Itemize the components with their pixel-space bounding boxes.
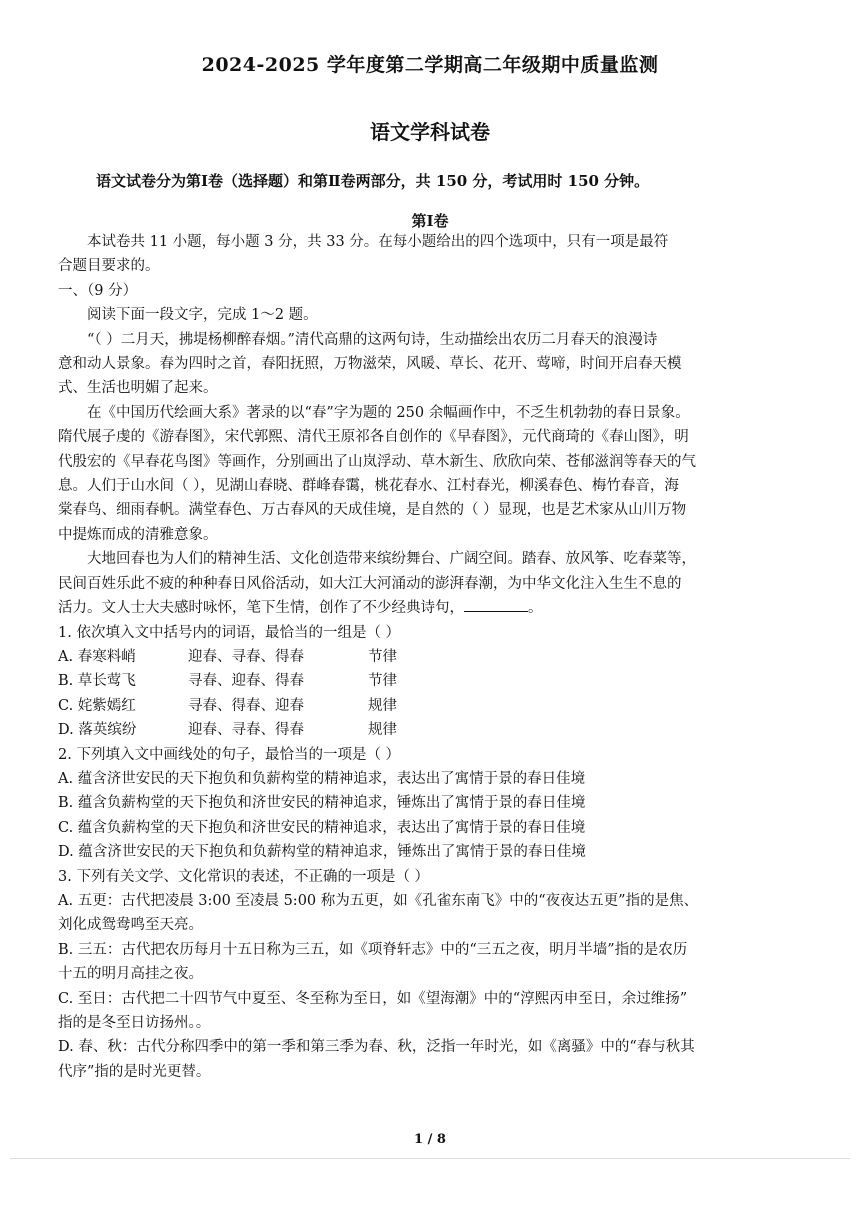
passage-line: 隋代展子虔的《游春图》，宋代郭熙、清代王原祁各自创作的《早春图》，元代商琦的《春山图》，明 xyxy=(58,429,689,446)
passage-line: 意和动人景象。春为四时之首，春阳抚照，万物滋荣，风暖、草长、花开、莺啼，时间开启春天模 xyxy=(58,356,682,373)
q3-option: C. 至日：古代把二十四节气中夏至、冬至称为至日，如《望海潮》中的“淳熙丙申至日，余过维扬” xyxy=(58,990,688,1007)
q3-option: D. 春、秋：古代分称四季中的第一季和第三季为春、秋，泛指一年时光，如《离骚》中的“春与秋其 xyxy=(58,1039,695,1056)
passage-line: 棠春鸟、细雨春帆。满堂春色、万古春风的天成佳境，是自然的（ ）显现，也是艺术家从山川万物 xyxy=(58,502,687,519)
answer-blank xyxy=(464,597,528,612)
exam-intro: 语文试卷分为第Ⅰ卷（选择题）和第Ⅱ卷两部分，共 150 分，考试用时 150 分钟。 xyxy=(96,172,650,190)
exam-body xyxy=(58,230,810,1084)
q2-option: B. 蕴含负薪构堂的天下抱负和济世安民的精神追求，锤炼出了寓情于景的春日佳境 xyxy=(58,795,586,812)
q3-option: 代序”指的是时光更替。 xyxy=(58,1063,211,1080)
q1-option-label: D. 落英缤纷 xyxy=(58,722,137,739)
q1-option xyxy=(58,645,810,669)
passage-line: 民间百姓乐此不疲的种种春日风俗活动，如大江大河涌动的澎湃春潮，为中华文化注入生生不息的 xyxy=(58,575,682,592)
q1-option-last: 规律 xyxy=(368,697,397,714)
q1-option-last: 规律 xyxy=(368,722,397,739)
passage-text: 活力。文人士大夫感时咏怀，笔下生情，创作了不少经典诗句， xyxy=(58,600,464,617)
passage-line: “（ ）二月天，拂堤杨柳醉春烟。”清代高鼎的这两句诗，生动描绘出农历二月春天的浪漫诗 xyxy=(87,331,658,348)
q2-option: A. 蕴含济世安民的天下抱负和负薪构堂的精神追求，表达出了寓情于景的春日佳境 xyxy=(58,770,586,787)
q3-option: A. 五更：古代把凌晨 3:00 至凌晨 5:00 称为五更，如《孔雀东南飞》中的“夜夜达五更”指的是焦、 xyxy=(58,892,699,909)
passage-line: 在《中国历代绘画大系》著录的以“春”字为题的 250 余幅画作中，不乏生机勃勃的春日景象。 xyxy=(87,404,690,421)
q3-option: 十五的明月高挂之夜。 xyxy=(58,966,203,983)
q2-option: D. 蕴含济世安民的天下抱负和负薪构堂的精神追求，锤炼出了寓情于景的春日佳境 xyxy=(58,844,586,861)
exam-title: 2024-2025 学年度第二学期高二年级期中质量监测 xyxy=(201,54,659,76)
q1-option-last: 节律 xyxy=(368,673,397,690)
instructions-line: 本试卷共 11 小题，每小题 3 分，共 33 分。在每小题给出的四个选项中，只有一项是最符 xyxy=(87,234,669,250)
passage-line: 大地回春也为人们的精神生活、文化创造带来缤纷舞台、广阔空间。踏春、放风筝、吃春菜等， xyxy=(87,551,696,568)
q3-option: 刘化成鸳鸯鸣至天亮。 xyxy=(58,917,203,934)
passage-line: 息。人们于山水间（ ），见湖山春晓、群峰春霭，桃花春水、江村春光，柳溪春色、梅竹春音，海 xyxy=(58,478,679,495)
q1-option xyxy=(58,694,810,718)
passage-text: 。 xyxy=(528,600,543,617)
q1-option-words: 迎春、寻春、得春 xyxy=(188,648,304,665)
exam-subtitle: 语文学科试卷 xyxy=(370,120,490,144)
q1-option-words: 寻春、迎春、得春 xyxy=(188,673,304,690)
q2-option: C. 蕴含负薪构堂的天下抱负和济世安民的精神追求，表达出了寓情于景的春日佳境 xyxy=(58,819,586,836)
question-2-stem: 2. 下列填入文中画线处的句子，最恰当的一项是（ ） xyxy=(58,746,401,763)
passage-line xyxy=(58,596,810,620)
page-number: 1 / 8 xyxy=(414,1132,446,1147)
q1-option xyxy=(58,718,810,742)
q3-option: 指的是冬至日访扬州。。 xyxy=(58,1015,211,1031)
q1-option-label: A. 春寒料峭 xyxy=(58,648,136,665)
reading-intro: 阅读下面一段文字，完成 1～2 题。 xyxy=(87,307,318,324)
part-heading: 一、（9 分） xyxy=(58,282,138,299)
passage-line: 中提炼而成的清雅意象。 xyxy=(58,526,218,543)
question-3-stem: 3. 下列有关文学、文化常识的表述，不正确的一项是（ ） xyxy=(58,868,430,885)
instructions-line: 合题目要求的。 xyxy=(58,258,160,275)
q3-option: B. 三五：古代把农历每月十五日称为三五，如《项脊轩志》中的“三五之夜，明月半墙”指的是农历 xyxy=(58,941,688,958)
q1-option-words: 寻春、得春、迎春 xyxy=(188,697,304,714)
q1-option-last: 节律 xyxy=(368,648,397,665)
q1-option-label: C. 姹紫嫣红 xyxy=(58,697,136,714)
passage-line: 式、生活也明媚了起来。 xyxy=(58,380,218,397)
q1-option xyxy=(58,669,810,693)
question-1-stem: 1. 依次填入文中括号内的词语，最恰当的一组是（ ） xyxy=(58,624,401,641)
q1-option-words: 迎春、寻春、得春 xyxy=(188,722,304,739)
q1-option-label: B. 草长莺飞 xyxy=(58,673,136,690)
passage-line: 代殷宏的《早春花鸟图》等画作，分别画出了山岚浮动、草木新生、欣欣向荣、苍郁滋润等春天的气 xyxy=(58,453,696,470)
section-heading: 第Ⅰ卷 xyxy=(411,212,449,230)
footer-divider xyxy=(10,1158,850,1159)
